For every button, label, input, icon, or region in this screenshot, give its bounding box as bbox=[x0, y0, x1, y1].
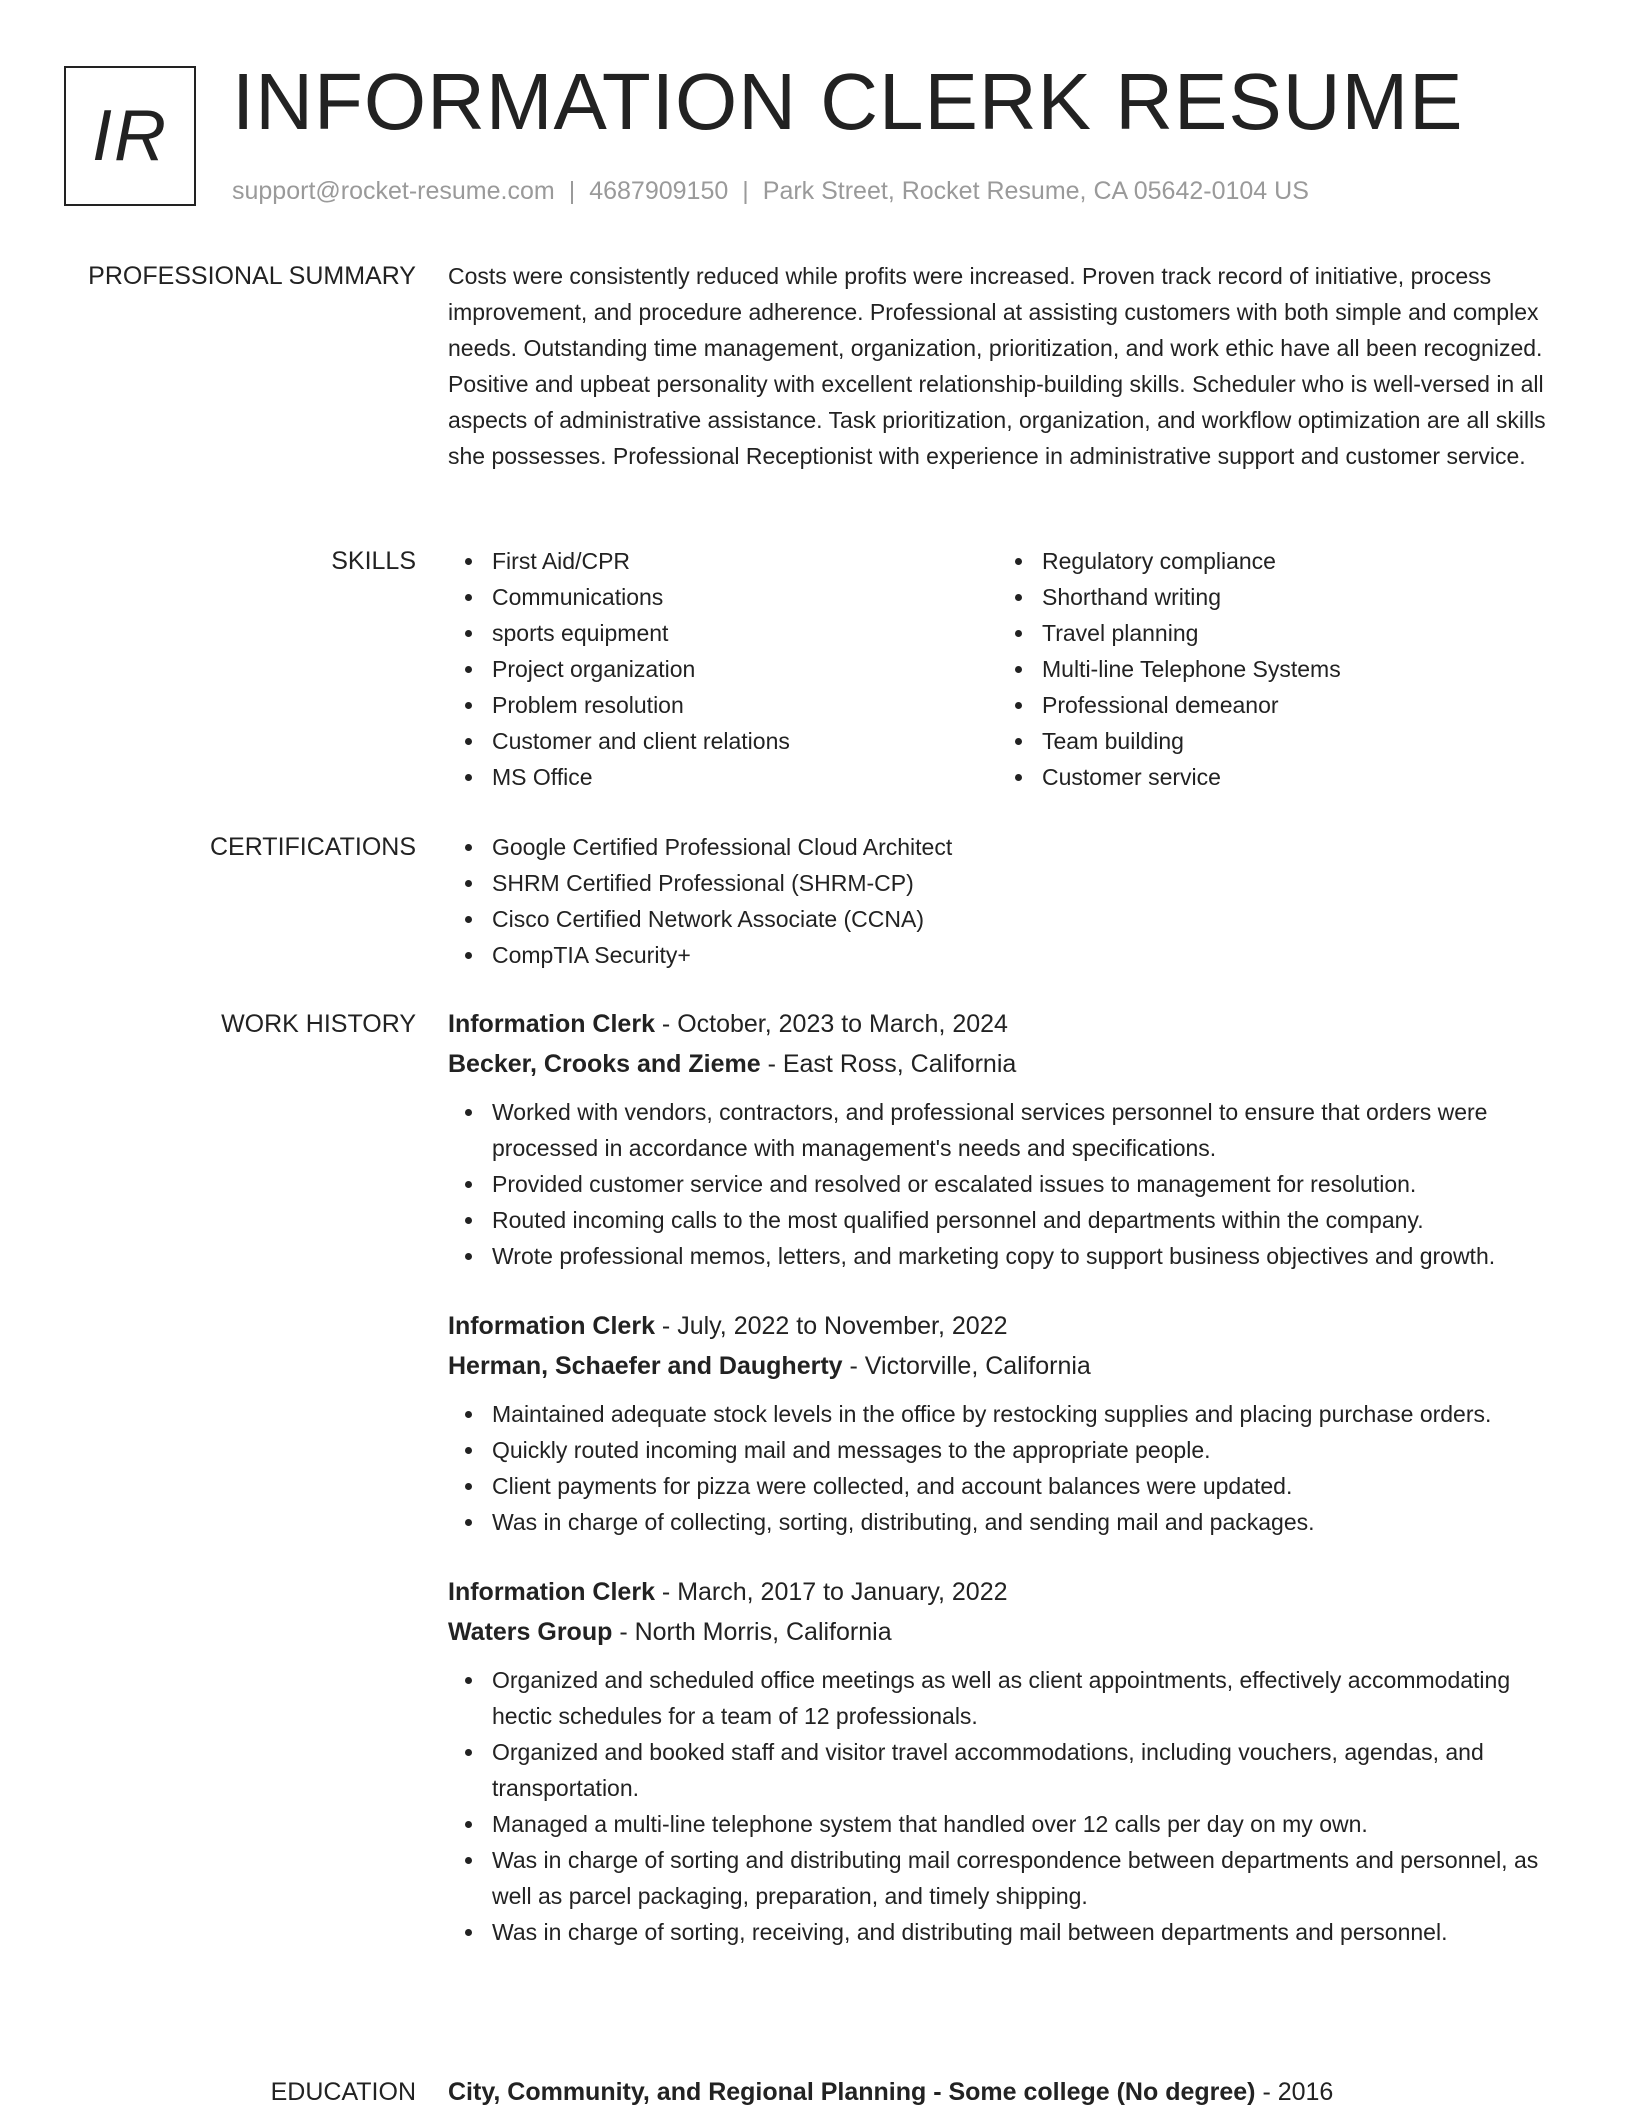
monogram-initials: IR bbox=[92, 96, 168, 176]
job-company: Becker, Crooks and Zieme bbox=[448, 1050, 761, 1078]
work-history-heading: WORK HISTORY bbox=[221, 1010, 416, 1038]
certifications-body bbox=[448, 829, 1568, 973]
job-company-line bbox=[448, 1612, 1568, 1652]
education-body bbox=[448, 2074, 1568, 2110]
job-bullet: Managed a multi-line telephone system that handled over 12 calls per day on my own. bbox=[448, 1806, 1568, 1842]
job-bullets bbox=[448, 1662, 1568, 1950]
certification-item: CompTIA Security+ bbox=[448, 937, 1568, 973]
contact-address: Park Street, Rocket Resume, CA 05642-0104 US bbox=[762, 177, 1309, 205]
job-bullets bbox=[448, 1396, 1568, 1540]
certifications-list bbox=[448, 829, 1568, 973]
skills-list-right bbox=[998, 543, 1548, 795]
job-location: - Victorville, California bbox=[842, 1352, 1091, 1380]
job-title-line bbox=[448, 1572, 1568, 1612]
job-entry bbox=[448, 1004, 1568, 1274]
job-entry bbox=[448, 1306, 1568, 1540]
job-location: - East Ross, California bbox=[760, 1050, 1017, 1078]
job-bullet: Was in charge of sorting, receiving, and distributing mail between departments and personnel. bbox=[448, 1914, 1568, 1950]
skills-list-left bbox=[448, 543, 998, 795]
education-heading: EDUCATION bbox=[270, 2078, 416, 2106]
skill-item: Communications bbox=[448, 579, 998, 615]
job-bullet: Worked with vendors, contractors, and professional services personnel to ensure that orders were processed in accordance with management's needs and specifications. bbox=[448, 1094, 1568, 1166]
job-bullet: Organized and booked staff and visitor travel accommodations, including vouchers, agendas, and transportation. bbox=[448, 1734, 1568, 1806]
job-title-line bbox=[448, 1306, 1568, 1346]
contact-separator: | bbox=[568, 177, 576, 205]
skill-item: Customer and client relations bbox=[448, 723, 998, 759]
job-dates: - July, 2022 to November, 2022 bbox=[654, 1312, 1008, 1340]
certifications-heading: CERTIFICATIONS bbox=[209, 833, 416, 861]
skill-item: sports equipment bbox=[448, 615, 998, 651]
job-title: Information Clerk bbox=[448, 1010, 655, 1038]
job-bullet: Provided customer service and resolved or escalated issues to management for resolution. bbox=[448, 1166, 1568, 1202]
contact-separator: | bbox=[742, 177, 749, 205]
skill-item: Problem resolution bbox=[448, 687, 998, 723]
summary-heading: PROFESSIONAL SUMMARY bbox=[88, 262, 416, 290]
job-title-line bbox=[448, 1004, 1568, 1044]
contact-line bbox=[232, 174, 1309, 208]
education-line bbox=[448, 2074, 1568, 2110]
contact-email[interactable]: support@rocket-resume.com bbox=[232, 177, 555, 205]
job-bullet: Quickly routed incoming mail and messages to the appropriate people. bbox=[448, 1432, 1568, 1468]
skill-item: Project organization bbox=[448, 651, 998, 687]
summary-text: Costs were consistently reduced while profits were increased. Proven track record of initiative, process improvement, and procedure adherence. Professional at assisting customers with both simple and complex needs. Outstanding time management, organization, prioritization, and work ethic have all been recognized. Positive and upbeat personality with excellent relationship-building skills. Scheduler who is well-versed in all aspects of administrative assistance. Task prioritization, organization, and workflow optimization are all skills she possesses. Professional Receptionist with experience in administrative support and customer service. bbox=[448, 263, 1546, 469]
job-company: Herman, Schaefer and Daugherty bbox=[448, 1352, 843, 1380]
contact-phone[interactable]: 4687909150 bbox=[589, 177, 729, 205]
job-bullet: Organized and scheduled office meetings as well as client appointments, effectively accommodating hectic schedules for a team of 12 professionals. bbox=[448, 1662, 1568, 1734]
job-bullets bbox=[448, 1094, 1568, 1274]
job-company-line bbox=[448, 1044, 1568, 1084]
education-year: - 2016 bbox=[1255, 2078, 1334, 2106]
job-dates: - October, 2023 to March, 2024 bbox=[654, 1010, 1008, 1038]
skill-item: Shorthand writing bbox=[998, 579, 1548, 615]
skill-item: Customer service bbox=[998, 759, 1548, 795]
job-title: Information Clerk bbox=[448, 1578, 655, 1606]
job-location: - North Morris, California bbox=[612, 1618, 892, 1646]
skill-item: Multi-line Telephone Systems bbox=[998, 651, 1548, 687]
job-bullet: Client payments for pizza were collected, and account balances were updated. bbox=[448, 1468, 1568, 1504]
skills-heading: SKILLS bbox=[331, 547, 416, 575]
skills-columns bbox=[448, 543, 1568, 795]
resume-title: INFORMATION CLERK RESUME bbox=[232, 57, 1464, 146]
job-company: Waters Group bbox=[448, 1618, 613, 1646]
skill-item: Team building bbox=[998, 723, 1548, 759]
certification-item: SHRM Certified Professional (SHRM-CP) bbox=[448, 865, 1568, 901]
job-entry bbox=[448, 1572, 1568, 1950]
skill-item: Regulatory compliance bbox=[998, 543, 1548, 579]
skill-item: First Aid/CPR bbox=[448, 543, 998, 579]
certification-item: Cisco Certified Network Associate (CCNA) bbox=[448, 901, 1568, 937]
skill-item: MS Office bbox=[448, 759, 998, 795]
job-title: Information Clerk bbox=[448, 1312, 655, 1340]
job-bullet: Routed incoming calls to the most qualified personnel and departments within the company. bbox=[448, 1202, 1568, 1238]
work-history-body bbox=[448, 1004, 1568, 1982]
education-degree: City, Community, and Regional Planning - Some college (No degree) bbox=[448, 2078, 1256, 2106]
skill-item: Professional demeanor bbox=[998, 687, 1548, 723]
skill-item: Travel planning bbox=[998, 615, 1548, 651]
job-company-line bbox=[448, 1346, 1568, 1386]
job-bullet: Was in charge of collecting, sorting, distributing, and sending mail and packages. bbox=[448, 1504, 1568, 1540]
job-bullet: Was in charge of sorting and distributing mail correspondence between departments and personnel, as well as parcel packaging, preparation, and timely shipping. bbox=[448, 1842, 1568, 1914]
job-dates: - March, 2017 to January, 2022 bbox=[654, 1578, 1008, 1606]
certification-item: Google Certified Professional Cloud Architect bbox=[448, 829, 1568, 865]
monogram-badge bbox=[64, 66, 196, 206]
job-bullet: Wrote professional memos, letters, and marketing copy to support business objectives and growth. bbox=[448, 1238, 1568, 1274]
job-bullet: Maintained adequate stock levels in the office by restocking supplies and placing purchase orders. bbox=[448, 1396, 1568, 1432]
summary-body bbox=[448, 258, 1568, 474]
